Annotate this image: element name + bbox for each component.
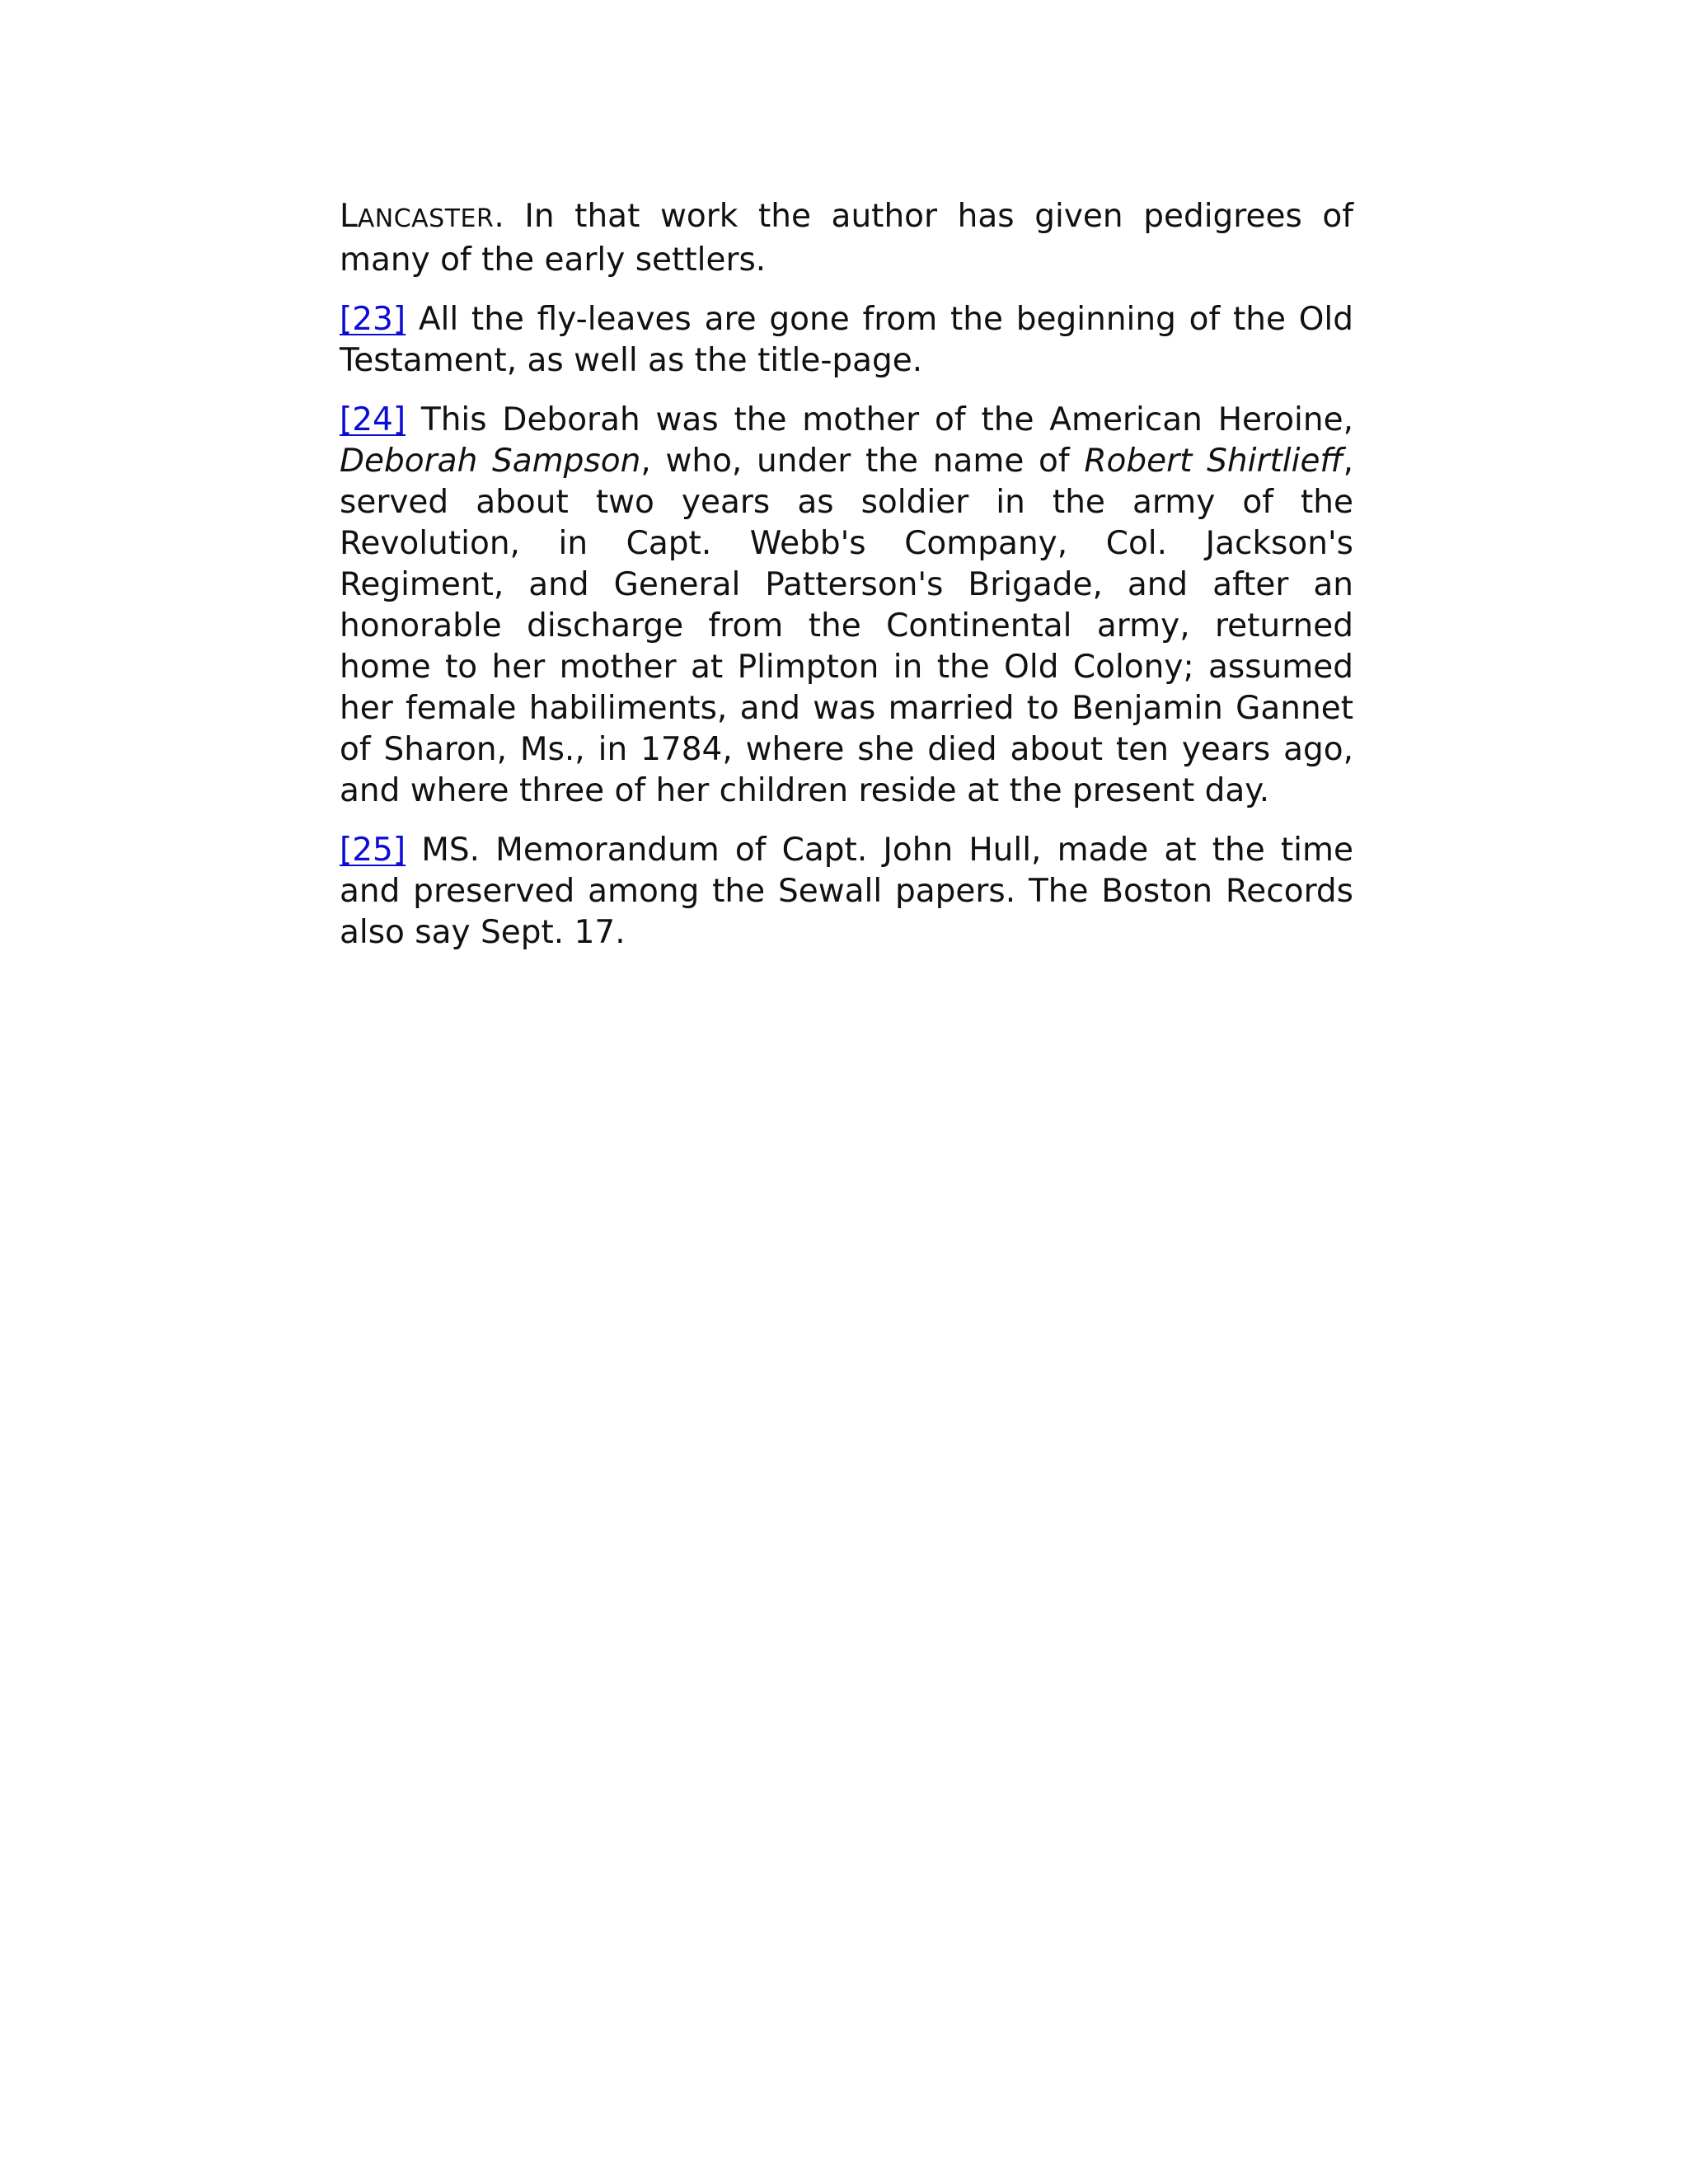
footnote-25 — [340, 830, 1353, 954]
place-name-smallcaps: ANCASTER — [357, 204, 495, 233]
footnote-text: MS. Memorandum of Capt. John Hull, made at the time and preserved among the Sewall papers. The Boston Records also say Sept. 17. — [340, 832, 1353, 951]
footnote-text: All the fly-leaves are gone from the beginning of the Old Testament, as well as the title-page. — [340, 301, 1353, 379]
footnote-ref-24-link[interactable]: [24] — [340, 401, 406, 438]
footnote-24 — [340, 400, 1353, 812]
footnote-text: . In that work the author has given pedigrees of many of the early settlers. — [340, 198, 1353, 279]
footnote-23 — [340, 299, 1353, 382]
footnote-text: , who, under the name of — [640, 443, 1085, 480]
footnote-continuation — [340, 196, 1353, 281]
italic-name: Robert Shirtlieff — [1084, 443, 1343, 480]
footnote-ref-23-link[interactable]: [23] — [340, 301, 406, 338]
italic-name: Deborah Sampson — [340, 443, 641, 480]
footnote-ref-25-link[interactable]: [25] — [340, 832, 406, 869]
footnote-text: , served about two years as soldier in the army of the Revolution, in Capt. Webb's Company, Col. Jackson's Regiment, and General Patterson's Brigade, and after an honorable discharge from the Continental army, returned home to her mother at Plimpton in the Old Colony; assumed her female habiliments, and was married to Benjamin Gannet of Sharon, Ms., in 1784, where she died about ten years ago, and where three of her children reside at the present day. — [340, 443, 1353, 809]
place-name-initial: L — [340, 198, 358, 235]
footnotes-page — [340, 196, 1353, 972]
footnote-text: This Deborah was the mother of the American Heroine, — [406, 401, 1353, 438]
